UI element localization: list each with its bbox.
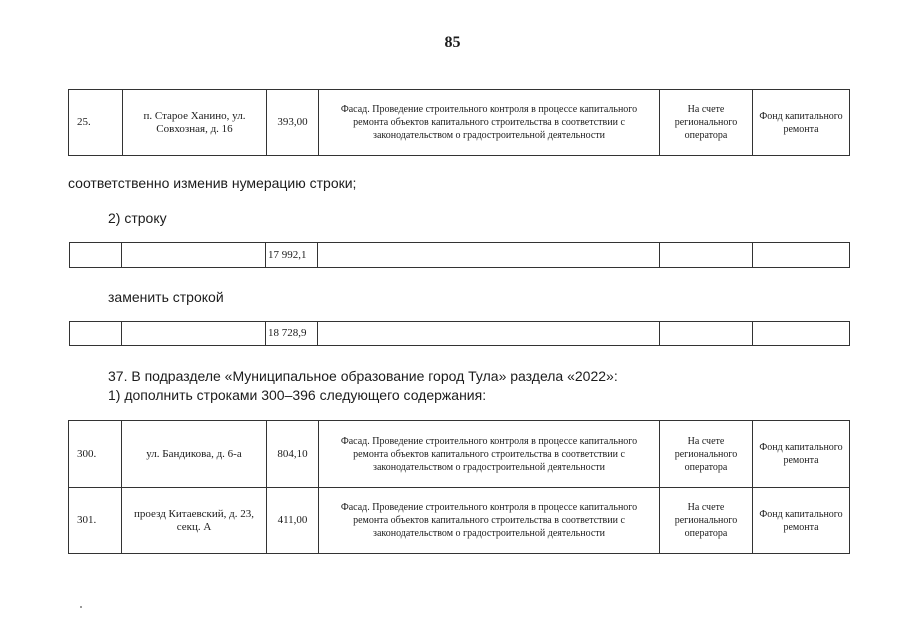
section-37-paragraph: 37. В подразделе «Муниципальное образование город Тула» раздела «2022»: [108,368,618,384]
work-description-cell: Фасад. Проведение строительного контроля в процессе капитального ремонта объектов капитального строительства в соответствии с законодательством о градостроительной деятельности [319,488,660,554]
total-sum-cell: 17 992,1 [266,243,318,268]
item-2-paragraph: 2) строку [108,210,167,226]
table-row [70,322,850,346]
page-number: 85 [444,34,461,51]
table-new-total-row [69,321,850,346]
empty-cell [660,322,753,346]
table-row [69,488,850,554]
table-row [69,90,850,156]
address-cell: ул. Бандикова, д. 6-а [122,421,267,488]
row-number-cell: 300. [69,421,122,488]
address-cell: проезд Китаевский, д. 23, секц. А [122,488,267,554]
item-1-paragraph: 1) дополнить строками 300–396 следующего содержания: [108,387,487,403]
account-cell: На счете регионального оператора [660,488,753,554]
work-description-cell: Фасад. Проведение строительного контроля в процессе капитального ремонта объектов капитального строительства в соответствии с законодательством о градостроительной деятельности [319,90,660,156]
scan-speck [80,606,82,608]
empty-cell [753,322,850,346]
area-cell: 393,00 [267,90,319,156]
empty-cell [122,243,266,268]
replace-with-paragraph: заменить строкой [108,289,224,305]
table-old-total-row [69,242,850,268]
area-cell: 411,00 [267,488,319,554]
empty-cell [122,322,266,346]
address-cell: п. Старое Ханино, ул. Совхозная, д. 16 [123,90,267,156]
work-description-cell: Фасад. Проведение строительного контроля в процессе капитального ремонта объектов капитального строительства в соответствии с законодательством о градостроительной деятельности [319,421,660,488]
renumber-paragraph: соответственно изменив нумерацию строки; [68,175,357,191]
empty-cell [318,322,660,346]
funding-source-cell: Фонд капитального ремонта [753,90,850,156]
table-row [70,243,850,268]
account-cell: На счете регионального оператора [660,90,753,156]
empty-cell [70,243,122,268]
funding-source-cell: Фонд капитального ремонта [753,421,850,488]
total-sum-cell: 18 728,9 [266,322,318,346]
empty-cell [660,243,753,268]
empty-cell [70,322,122,346]
funding-source-cell: Фонд капитального ремонта [753,488,850,554]
row-number-cell: 25. [69,90,123,156]
row-number-cell: 301. [69,488,122,554]
area-cell: 804,10 [267,421,319,488]
table-row [69,421,850,488]
account-cell: На счете регионального оператора [660,421,753,488]
empty-cell [753,243,850,268]
empty-cell [318,243,660,268]
table-row-25 [68,89,850,156]
table-added-rows [68,420,850,554]
